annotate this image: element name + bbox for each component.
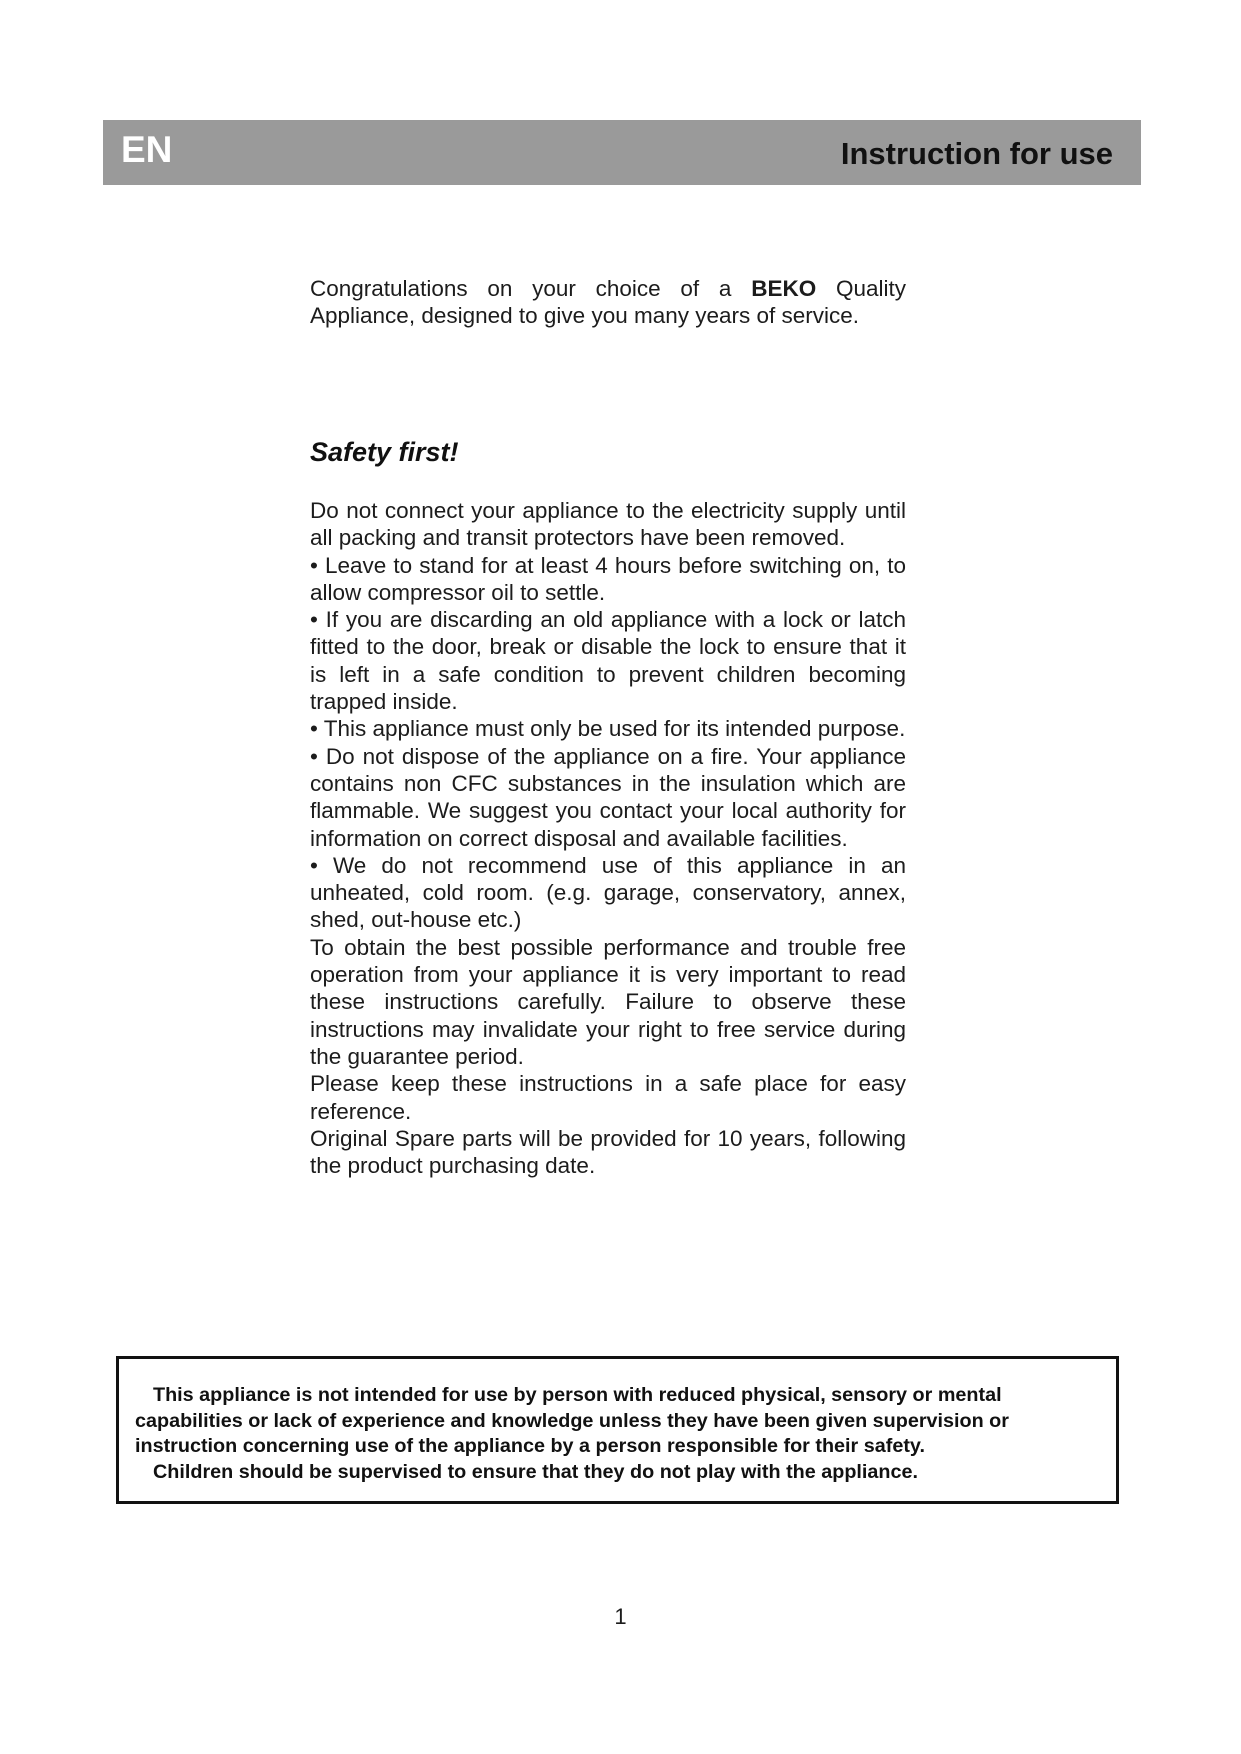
safety-paragraph: Do not connect your appliance to the electricity supply until all packing and transit protectors have been removed. — [310, 498, 906, 551]
intro-text-end: Quality Appliance, designed to give you many years of service. — [310, 276, 906, 329]
document-title: Instruction for use — [840, 136, 1113, 171]
header-band — [103, 120, 1141, 185]
page-number: 1 — [614, 1604, 627, 1629]
language-label: EN — [121, 129, 173, 170]
safety-heading: Safety first! — [310, 437, 459, 467]
safety-paragraph: • Do not dispose of the appliance on a fire. Your appliance contains non CFC substances in the insulation which are flammable. We suggest you contact your local authority for information on correct disposal and available facilities. — [310, 743, 906, 851]
warning-text-line1: This appliance is not intended for use by person with reduced physical, sensory or mental capabilities or lack of experience and knowledge unless they have been given supervision or instruction concerning use of the appliance by a person responsible for their safety. — [135, 1384, 1009, 1457]
safety-paragraph: • If you are discarding an old appliance with a lock or latch fitted to the door, break or disable the lock to ensure that it is left in a safe condition to prevent children becoming trapped inside. — [310, 607, 906, 715]
safety-paragraph: • We do not recommend use of this appliance in an unheated, cold room. (e.g. garage, conservatory, annex, shed, out-house etc.) — [310, 852, 906, 933]
safety-paragraph: To obtain the best possible performance and trouble free operation from your appliance it is very important to read these instructions carefully. Failure to observe these instructions may invalidate your right to free service during the guarantee period. — [310, 934, 906, 1069]
warning-text — [135, 1383, 1098, 1460]
safety-paragraph: Original Spare parts will be provided for 10 years, following the product purchasing date. — [310, 1125, 906, 1179]
warning-box — [116, 1356, 1119, 1504]
intro-text-start: Congratulations on your choice of a — [310, 276, 752, 301]
warning-text-line2: Children should be supervised to ensure that they do not play with the appliance. — [153, 1460, 918, 1483]
safety-paragraph: • This appliance must only be used for its intended purpose. — [310, 716, 906, 742]
safety-section — [310, 497, 906, 1179]
brand-name: BEKO — [751, 276, 817, 301]
intro-paragraph — [310, 275, 906, 330]
safety-paragraph: Please keep these instructions in a safe place for easy reference. — [310, 1071, 906, 1124]
safety-paragraph: • Leave to stand for at least 4 hours before switching on, to allow compressor oil to settle. — [310, 552, 906, 605]
intro-section — [310, 275, 906, 330]
